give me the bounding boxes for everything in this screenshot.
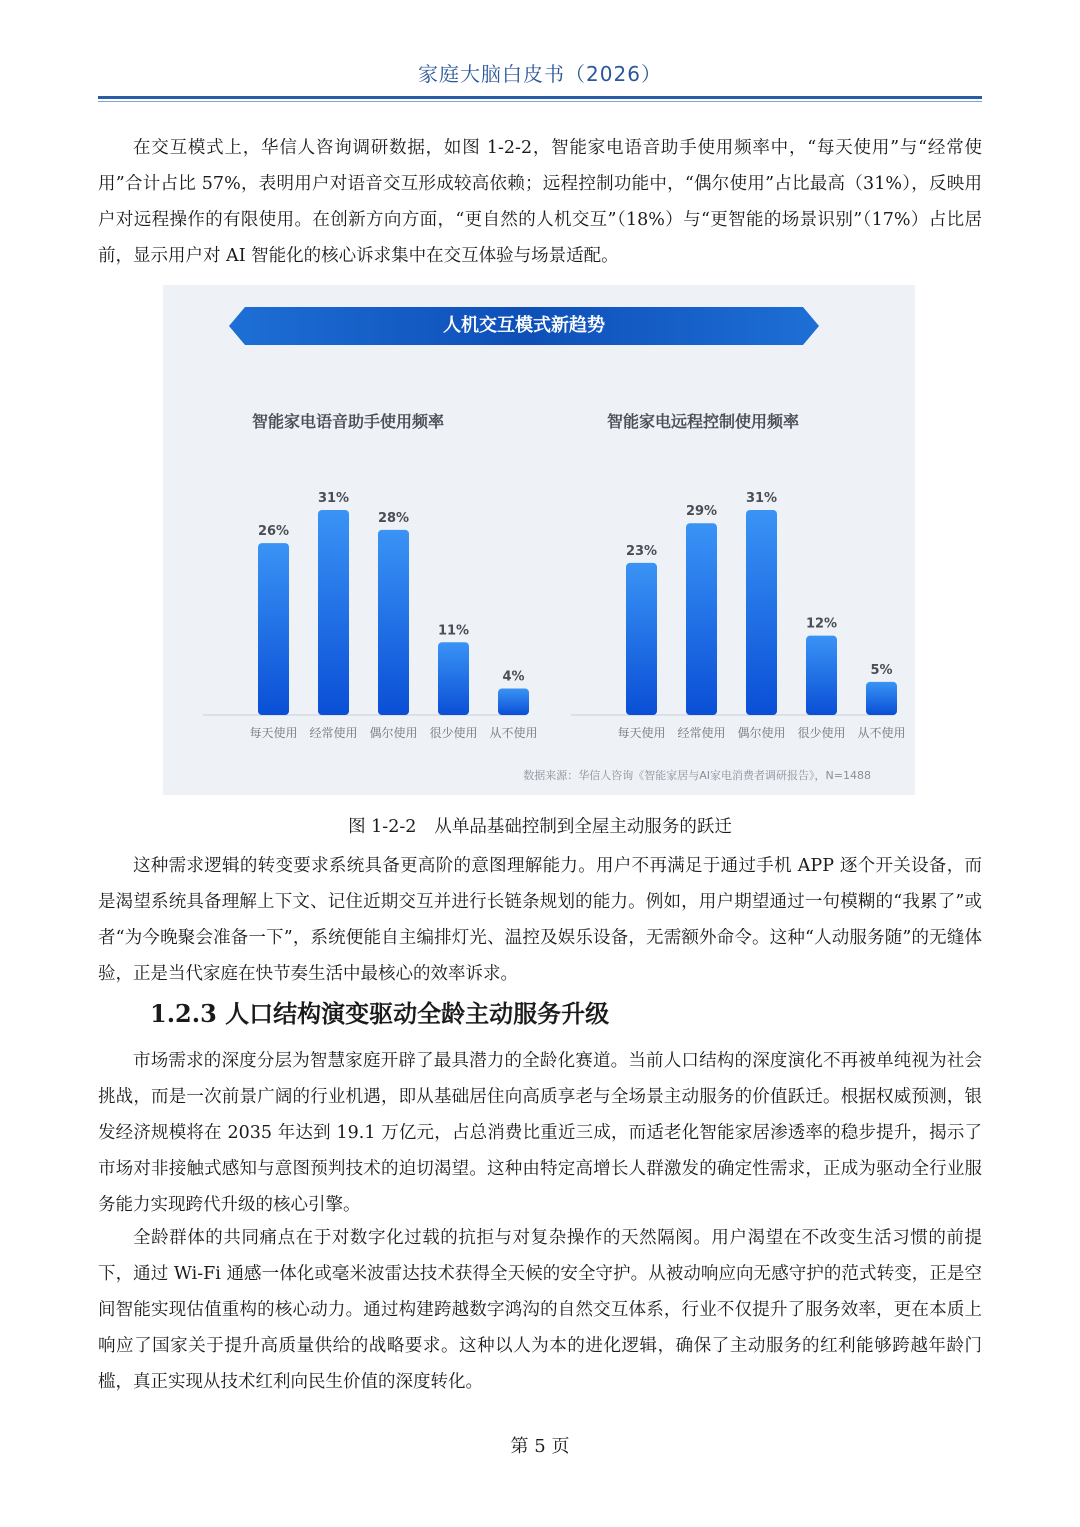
figure-interaction-trends: [163, 285, 915, 795]
banner-title: 人机交互模式新趋势: [443, 315, 605, 336]
figure-caption-number: 图 1-2-2: [348, 817, 417, 837]
section-heading: 1.2.3 人口结构演变驱动全龄主动服务升级: [150, 999, 610, 1028]
category-label: 偶尔使用: [737, 726, 786, 740]
bar: [626, 563, 657, 715]
bar-value-label: 28%: [377, 510, 410, 526]
header-rule-thin: [98, 101, 982, 102]
bar-value-label: 31%: [745, 491, 778, 506]
bar-value-label: 12%: [805, 616, 838, 632]
bar-value-label: 31%: [317, 491, 350, 506]
category-label: 经常使用: [309, 726, 358, 740]
paragraph-intent-understanding: 这种需求逻辑的转变要求系统具备更高阶的意图理解能力。用户不再满足于通过手机 APP 逐个开关设备，而是渴望系统具备理解上下文、记住近期交互并进行长链条规划的能力。例如，用户期望通过一句模糊的“我累了”或者“为今晚聚会准备一下”，系统便能自主编排灯光、温控及娱乐设备，无需额外命令。这种“人动服务随”的无缝体验，正是当代家庭在快节奏生活中最核心的效率诉求。: [98, 856, 982, 984]
category-label: 从不使用: [857, 726, 906, 740]
chart-title: 智能家电语音助手使用频率: [251, 412, 445, 431]
paragraph-pain-points: 全龄群体的共同痛点在于对数字化过载的抗拒与对复杂操作的天然隔阂。用户渴望在不改变生活习惯的前提下，通过 Wi-Fi 通感一体化或毫米波雷达技术获得全天候的安全守护。从被动响应向无感守护的范式转变，正是空间智能实现估值重构的核心动力。通过构建跨越数字鸿沟的自然交互体系，行业不仅提升了服务效率，更在本质上响应了国家关于提升高质量供给的战略要求。这种以人为本的进化逻辑，确保了主动服务的红利能够跨越年龄门槛，真正实现从技术红利向民生价值的深度转化。: [98, 1228, 982, 1392]
category-label: 偶尔使用: [369, 726, 418, 740]
figure-caption-text: 从单品基础控制到全屋主动服务的跃迁: [434, 817, 732, 837]
category-label: 经常使用: [677, 726, 726, 740]
bar: [318, 510, 349, 715]
paragraph-market-demand: 市场需求的深度分层为智慧家庭开辟了最具潜力的全龄化赛道。当前人口结构的深度演化不再被单纯视为社会挑战，而是一次前景广阔的行业机遇，即从基础居住向高质享老与全场景主动服务的价值跃迁。根据权威预测，银发经济规模将在 2035 年达到 19.1 万亿元，占总消费比重近三成，而适老化智能家居渗透率的稳步提升，揭示了市场对非接触式感知与意图预判技术的迫切渴望。这种由特定高增长人群激发的确定性需求，正成为驱动全行业服务能力实现跨代升级的核心引擎。: [98, 1051, 982, 1215]
bar: [746, 510, 777, 715]
figure-caption: [0, 812, 1080, 842]
header-rule: [98, 96, 982, 99]
bar-value-label: 26%: [257, 524, 290, 540]
bar-value-label: 5%: [870, 662, 893, 678]
bar-value-label: 29%: [685, 504, 718, 520]
running-header: 家庭大脑白皮书（2026）: [418, 62, 662, 86]
bar: [866, 682, 897, 715]
bar: [258, 543, 289, 715]
category-label: 每天使用: [249, 726, 298, 740]
data-source-note: 数据来源：华信人咨询《智能家居与AI家电消费者调研报告》，N=1488: [523, 769, 871, 782]
category-label: 从不使用: [489, 726, 538, 740]
bar: [686, 523, 717, 715]
page-number: 第 5 页: [510, 1436, 570, 1457]
category-label: 很少使用: [797, 726, 846, 740]
bar-value-label: 11%: [437, 623, 470, 639]
paragraph-interaction-mode: 在交互模式上，华信人咨询调研数据，如图 1-2-2，智能家电语音助手使用频率中，“每天使用”与“经常使用”合计占比 57%，表明用户对语音交互形成较高依赖；远程控制功能中，“偶尔使用”占比最高（31%），反映用户对远程操作的有限使用。在创新方向方面，“更自然的人机交互”（18%）与“更智能的场景识别”（17%）占比居前，显示用户对 AI 智能化的核心诉求集中在交互体验与场景适配。: [98, 138, 982, 266]
bar: [806, 636, 837, 715]
category-label: 每天使用: [617, 726, 666, 740]
bar-charts: [163, 285, 915, 795]
bar-value-label: 23%: [625, 543, 658, 559]
bar-value-label: 4%: [502, 669, 525, 685]
chart-title: 智能家电远程控制使用频率: [606, 412, 800, 431]
bar: [378, 530, 409, 715]
bar: [438, 642, 469, 715]
category-label: 很少使用: [429, 726, 478, 740]
bar: [498, 689, 529, 715]
